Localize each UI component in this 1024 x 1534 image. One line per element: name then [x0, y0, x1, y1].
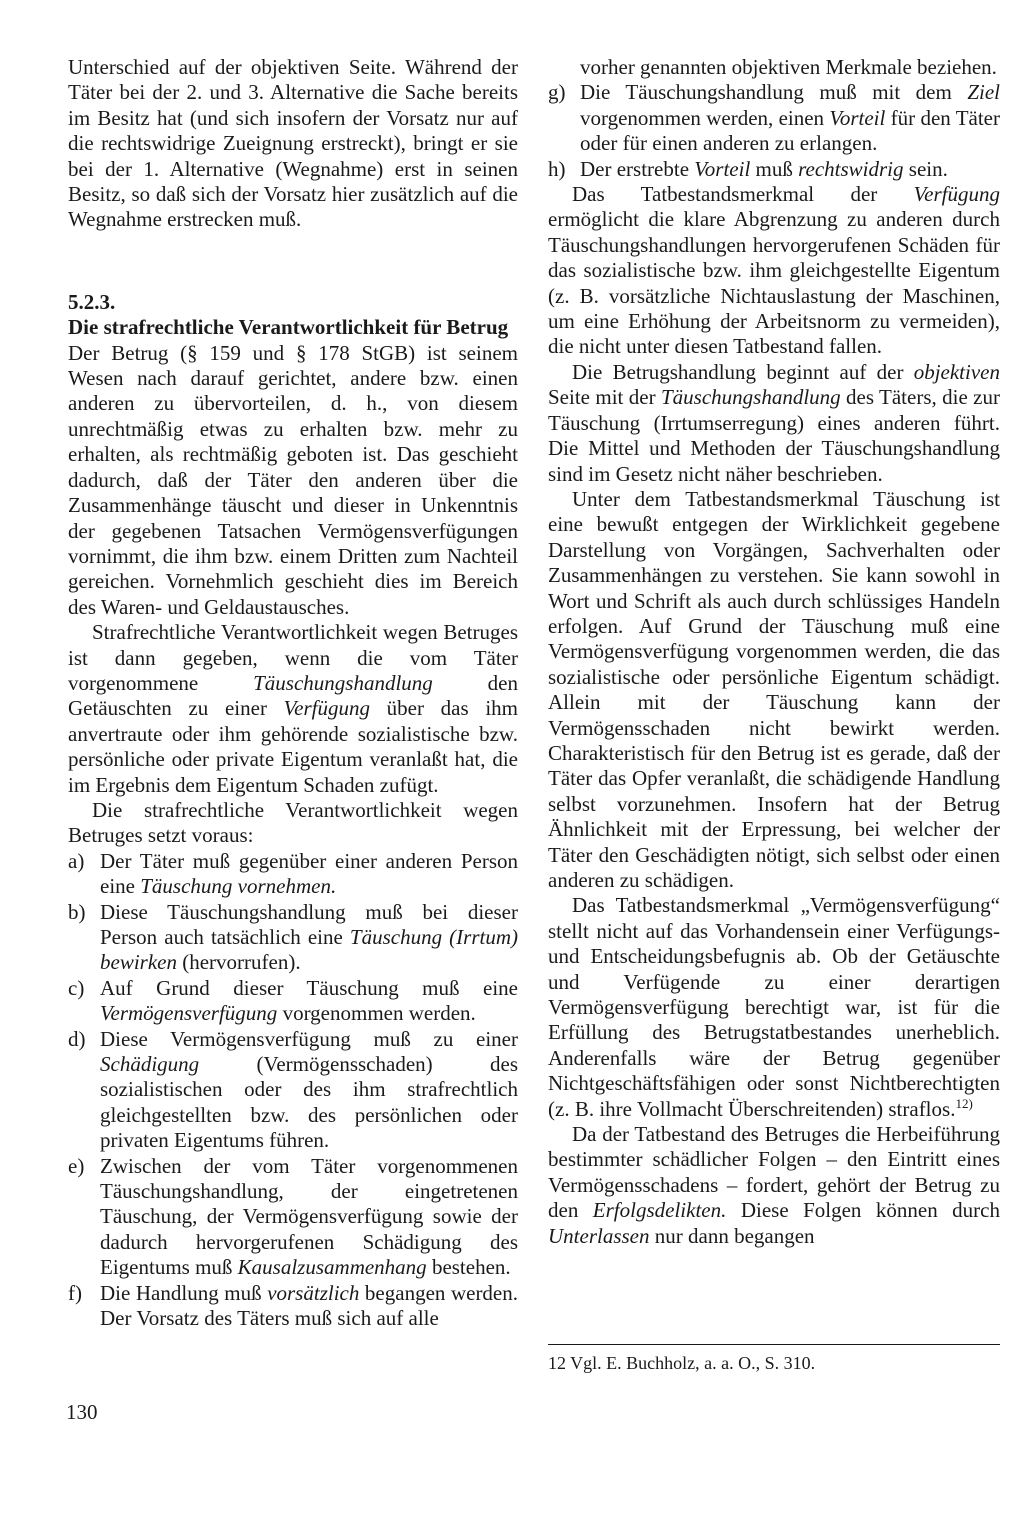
list-item-f: f) Die Handlung muß vorsätzlich begangen werden. Der Vorsatz des Täters muß sich auf alle — [68, 1280, 519, 1331]
list-item-d: d) Diese Vermögensverfügung muß zu einer Schädigung (Vermögensschaden) des sozialistischen oder des ihm strafrechtlich gleichgestellten bzw. des persönlichen oder privaten Eigentums führen. — [68, 1026, 518, 1153]
paragraph-betrug-intro: Der Betrug (§ 159 und § 178 StGB) ist seinem Wesen nach darauf gerichtet, andere bzw. einen anderen zu übervorteilen, d. h., von diesem unrechtmäßig etwas zu erhalten bzw. mehr zu erhalten, als rechtmäßig geboten ist. Das geschieht dadurch, daß der Täter den anderen über die Zusammenhänge täuscht und dieser in Unkenntnis der gegebenen Tatsachen Vermögensverfügungen vornimmt, die ihm bzw. einem Dritten zum Nachteil gereichen. Vornehmlich geschieht dies im Bereich des Waren- und Geldaustausches. — [68, 340, 518, 619]
paragraph-continuation: Unterschied auf der objektiven Seite. Während der Täter bei der 2. und 3. Alternative die Sache bereits im Besitz hat (und sich insofern der Vorsatz nur auf die rechtswidrige Zueignung erstreckt), bringt er sie bei der 1. Alternative (Wegnahme) erst in seinen Besitz, so daß sich der Vorsatz hier zusätzlich auf die Wegnahme erstrecken muß. — [68, 55, 518, 232]
list-item-b: b) Diese Täuschungshandlung muß bei dieser Person auch tatsächlich eine Täuschung (Irrtum) bewirken (hervorrufen). — [68, 899, 519, 975]
section-title: Die strafrechtliche Verantwortlichkeit für Betrug — [68, 315, 509, 340]
right-column — [548, 55, 1000, 1249]
paragraph-verantwortlichkeit: Strafrechtliche Verantwortlichkeit wegen Betruges ist dann gegeben, wenn die vom Täter vorgenommene Täuschungshandlung den Getäuschten zu einer Verfügung über das ihm anvertraute oder ihm gehörende sozialistische bzw. persönliche oder private Eigentum veranlaßt hat, die im Ergebnis dem Eigentum Schaden zufügt. — [68, 620, 519, 797]
left-column — [68, 55, 518, 1332]
paragraph-betrugshandlung: Die Betrugshandlung beginnt auf der objektiven Seite mit der Täuschungshandlung des Täters, die zur Täuschung (Irrtumserregung) eines anderen führt. Die Mittel und Methoden der Täuschungshandlung sind im Gesetz nicht näher beschrieben. — [548, 359, 1000, 486]
list-item-h: h) Der erstrebte Vorteil muß rechtswidrig sein. — [548, 156, 948, 181]
paragraph-vermoegensverfuegung: Das Tatbestandsmerkmal „Vermögensverfügung“ stellt nicht auf das Vorhandensein einer Verfügungs- und Entscheidungsbefugnis ab. Ob der Getäuschte und Verfügende zu einer derartigen Vermögensverfügung berechtigt war, ist für die Erfüllung des Betrugstatbestandes unerheblich. Anderenfalls wäre der Betrug gegenüber Nichtgeschäftsfähigen oder sonst Nichtberechtigten (z. B. ihre Vollmacht Überschreitenden) straflos.$^{12)}$ — [548, 893, 1000, 1121]
section-number: 5.2.3. — [68, 289, 116, 314]
section-heading — [68, 290, 518, 341]
paragraph-voraussetzungen: Die strafrechtliche Verantwortlichkeit wegen Betruges setzt voraus: — [68, 797, 518, 848]
paragraph-verfuegung: Das Tatbestandsmerkmal der Verfügung ermöglicht die klare Abgrenzung zu anderen durch Täuschungshandlungen hervorgerufenen Schäden für das sozialistische bzw. ihm gleichgestellte Eigentum (z. B. vorsätzliche Nichtauslastung der Maschinen, um eine Erhöhung der Arbeitsnorm zu vermeiden), die nicht unter diesen Tatbestand fallen. — [548, 182, 1000, 359]
paragraph-erfolgsdelikte: Da der Tatbestand des Betruges die Herbeiführung bestimmter schädlicher Folgen – den Eintritt eines Vermögensschadens – fordert, gehört der Betrug zu den Erfolgsdelikten. Diese Folgen können durch Unterlassen nur dann begangen — [548, 1122, 1000, 1248]
list-item-a: a) Der Täter muß gegenüber einer anderen Person eine Täuschung vornehmen. — [68, 848, 518, 899]
list-item-g: g) Die Täuschungshandlung muß mit dem Ziel vorgenommen werden, einen Vorteil für den Täter oder für einen anderen zu erlangen. — [548, 80, 1000, 156]
list-item-f-continuation: vorher genannten objektiven Merkmale beziehen. — [580, 55, 997, 79]
footnote: 12 Vgl. E. Buchholz, a. a. O., S. 310. — [548, 1353, 816, 1373]
paragraph-taeuschung: Unter dem Tatbestandsmerkmal Täuschung ist eine bewußt entgegen der Wirklichkeit gegebene Darstellung von Vorgängen, Sachverhalten oder Zusammenhängen zu verstehen. Sie kann sowohl in Wort und Schrift als auch durch schlüssiges Handeln erfolgen. Auf Grund der Täuschung muß eine Vermögensverfügung vorgenommen werden, die das sozialistische oder persönliche Eigentum schädigt. Allein mit der Täuschung kann der Vermögensschaden nicht bewirkt werden. Charakteristisch für den Betrug ist es gerade, daß der Täter das Opfer veranlaßt, die schädigende Handlung selbst vorzunehmen. Insofern hat der Betrug Ähnlichkeit mit der Erpressung, bei welcher der Täter den Geschädigten nötigt, sich selbst oder einen anderen zu schädigen. — [548, 486, 1000, 892]
footnote-divider — [548, 1344, 1000, 1345]
footnote-reference: 12) — [955, 1095, 973, 1111]
list-item-c: c) Auf Grund dieser Täuschung muß eine Vermögensverfügung vorgenommen werden. — [68, 975, 518, 1026]
list-item-e: e) Zwischen der vom Täter vorgenommenen Täuschungshandlung, der eingetretenen Täuschung, der Vermögensverfügung sowie der dadurch hervorgerufenen Schädigung des Eigentums muß Kausalzusammenhang bestehen. — [68, 1153, 518, 1280]
page-number: 130 — [66, 1400, 98, 1424]
